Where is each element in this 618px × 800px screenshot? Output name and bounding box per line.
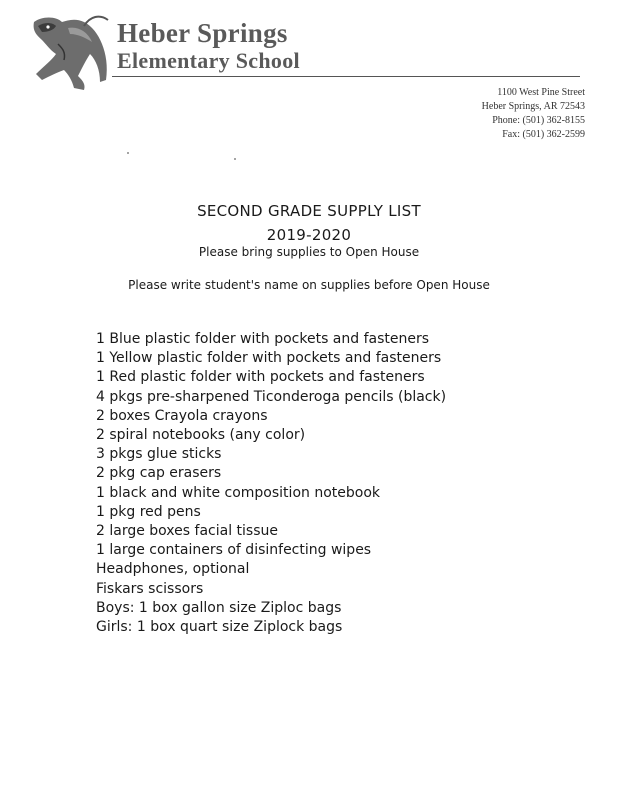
list-item: 1 Blue plastic folder with pockets and fasteners	[96, 331, 430, 347]
school-name-line1: Heber Springs	[117, 18, 288, 48]
header-divider	[112, 76, 580, 77]
list-item: Fiskars scissors	[96, 580, 204, 597]
address-street: 1100 West Pine Street	[497, 87, 585, 98]
list-item: 1 Yellow plastic folder with pockets and fasteners	[96, 350, 442, 367]
list-item: Girls: 1 box quart size Ziplock bags	[96, 619, 343, 636]
list-item: 2 large boxes facial tissue	[96, 523, 278, 540]
panther-mascot-icon	[28, 14, 112, 94]
supply-list	[96, 330, 446, 637]
list-item: 1 Red plastic folder with pockets and fasteners	[96, 369, 425, 386]
address-city: Heber Springs, AR 72543	[481, 101, 585, 112]
list-item: 1 large containers of disinfecting wipes	[96, 542, 372, 559]
list-item: Headphones, optional	[96, 561, 250, 578]
address-phone: Phone: (501) 362-8155	[492, 115, 585, 126]
instruction-note: Please write student's name on supplies before Open House	[128, 278, 490, 292]
list-item: 3 pkgs glue sticks	[96, 446, 222, 463]
list-item: Boys: 1 box gallon size Ziploc bags	[96, 599, 342, 616]
list-item: 4 pkgs pre-sharpened Ticonderoga pencils (black)	[96, 388, 447, 405]
list-item: 2 pkg cap erasers	[96, 465, 222, 482]
page-title: SECOND GRADE SUPPLY LIST	[197, 202, 421, 220]
school-name-line2: Elementary School	[117, 48, 300, 73]
scan-speck	[234, 158, 236, 160]
list-item: 1 pkg red pens	[96, 503, 201, 520]
list-item: 1 black and white composition notebook	[96, 484, 380, 501]
address-fax: Fax: (501) 362-2599	[502, 129, 585, 140]
school-year: 2019-2020	[266, 226, 352, 244]
school-address	[482, 86, 585, 142]
list-item: 2 spiral notebooks (any color)	[96, 427, 306, 444]
list-item: 2 boxes Crayola crayons	[96, 407, 268, 424]
school-name	[117, 18, 300, 74]
page-subtitle: Please bring supplies to Open House	[198, 245, 420, 259]
scan-speck	[127, 152, 129, 154]
